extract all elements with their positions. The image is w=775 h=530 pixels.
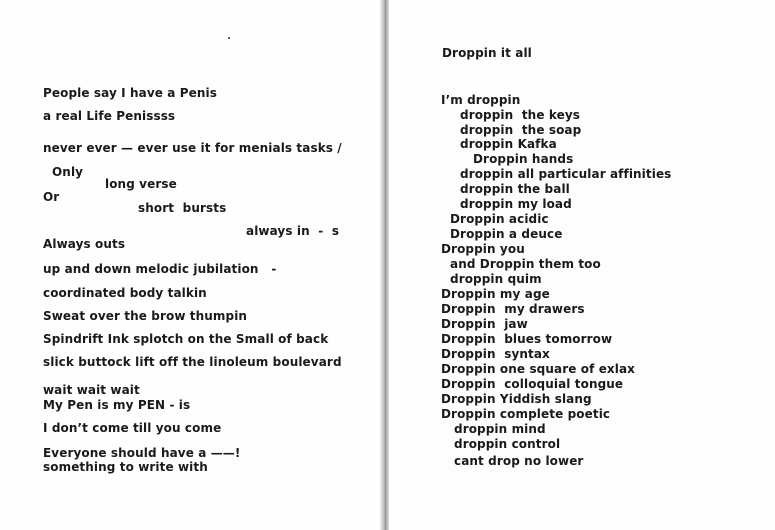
poem-line: Droppin colloquial tongue — [441, 377, 624, 391]
poem-line: droppin Kafka — [460, 137, 557, 151]
ink-speck — [228, 37, 230, 39]
poem-line: long verse — [105, 177, 177, 191]
poem-line: My Pen is my PEN - is — [43, 398, 191, 412]
poem-line: droppin my load — [460, 197, 572, 211]
poem-line: droppin the ball — [460, 182, 570, 196]
poem-line: Or — [43, 190, 60, 204]
poem-line: droppin quim — [450, 272, 542, 286]
poem-line: Droppin my age — [441, 287, 550, 301]
poem-line: I don’t come till you come — [43, 421, 222, 435]
poem-line: I’m droppin — [441, 93, 521, 107]
poem-line: Droppin hands — [473, 152, 574, 166]
poem-line: Droppin a deuce — [450, 227, 563, 241]
poem-line: wait wait wait — [43, 383, 140, 397]
poem-line: Only — [52, 165, 84, 179]
poem-line: Droppin syntax — [441, 347, 550, 361]
poem-line: Sweat over the brow thumpin — [43, 309, 248, 323]
right-page — [389, 0, 775, 530]
poem-line: something to write with — [43, 460, 208, 474]
poem-line: Droppin my drawers — [441, 302, 585, 316]
poem-line: People say I have a Penis — [43, 86, 217, 100]
poem-line: slick buttock lift off the linoleum boulevard — [43, 355, 342, 369]
poem-line: Droppin complete poetic — [441, 407, 611, 421]
poem-line: cant drop no lower — [454, 454, 584, 468]
poem-line: Droppin one square of exlax — [441, 362, 636, 376]
poem-line: droppin the keys — [460, 108, 581, 122]
poem-line: Droppin Yiddish slang — [441, 392, 592, 406]
poem-line: Always outs — [43, 237, 126, 251]
poem-line: a real Life Penissss — [43, 109, 176, 123]
poem-line: coordinated body talkin — [43, 286, 207, 300]
poem-line: droppin the soap — [460, 123, 582, 137]
poem-title: Droppin it all — [442, 46, 532, 60]
poem-line: up and down melodic jubilation - — [43, 262, 277, 276]
left-page — [0, 0, 382, 530]
poem-line: droppin mind — [454, 422, 546, 436]
poem-line: and Droppin them too — [450, 257, 601, 271]
poem-line: Everyone should have a ——! — [43, 446, 241, 460]
poem-line: never ever — ever use it for menials tasks / — [43, 141, 342, 155]
poem-line: Droppin you — [441, 242, 525, 256]
poem-line: short bursts — [138, 201, 227, 215]
poem-line: droppin control — [454, 437, 561, 451]
poem-line: Droppin blues tomorrow — [441, 332, 613, 346]
poem-line: Droppin jaw — [441, 317, 528, 331]
poem-line: droppin all particular affinities — [460, 167, 672, 181]
poem-line: Spindrift Ink splotch on the Small of back — [43, 332, 329, 346]
poem-line: always in - s — [246, 224, 340, 238]
poem-line: Droppin acidic — [450, 212, 549, 226]
